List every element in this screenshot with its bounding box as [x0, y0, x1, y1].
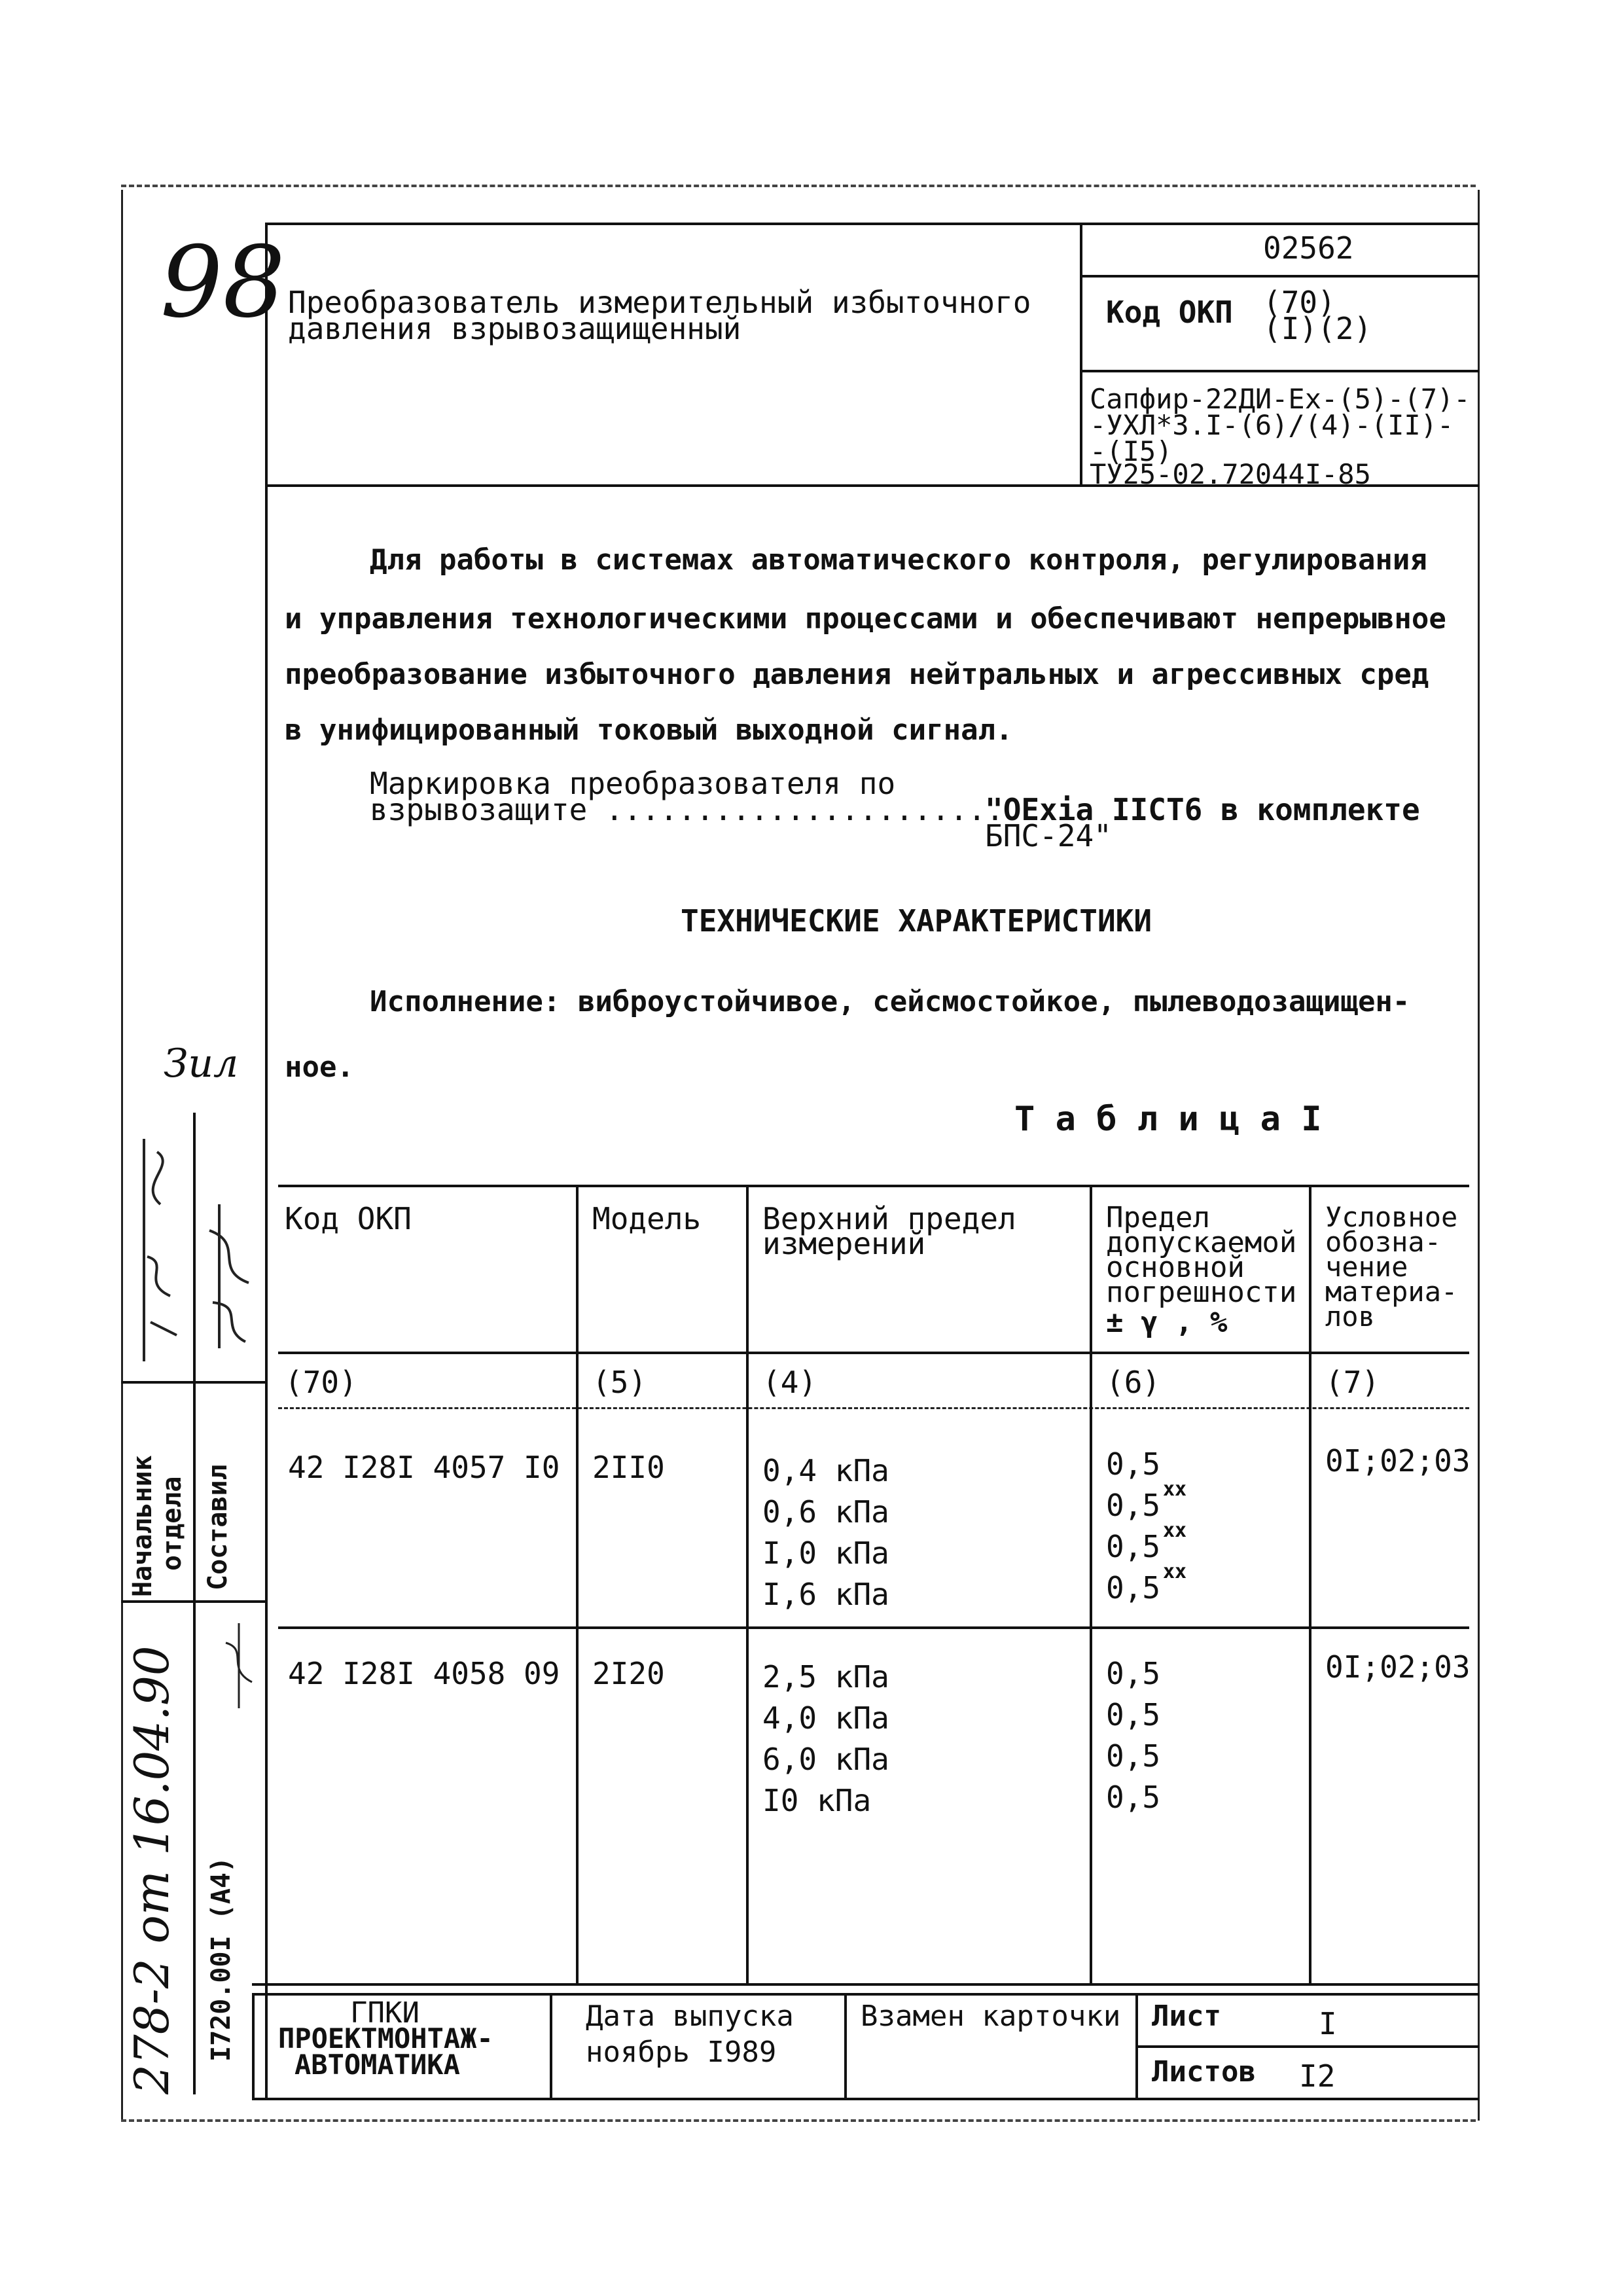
footer-col-line-2 [844, 1993, 847, 2098]
footer-issue-label: Дата выпуска [586, 2000, 794, 2033]
side-mark: Зил [164, 1041, 239, 1086]
title-line2: давления взрывозащищенный [288, 311, 741, 346]
row1-error-4-mark: xx [1163, 1560, 1187, 1583]
code-error: (6) [1106, 1365, 1161, 1400]
row1-error-4: 0,5 [1106, 1570, 1161, 1605]
row1-limit-3: I,0 кПа [762, 1535, 889, 1571]
th-upper-limit-2: измерений [762, 1226, 926, 1261]
row2-error-3: 0,5 [1106, 1738, 1161, 1774]
header-split-line [1080, 223, 1082, 484]
page-number: 98 [160, 226, 285, 340]
signature-3 [219, 1617, 259, 1715]
designation-line2: -УХЛ*3.I-(6)/(4)-(II)- [1090, 409, 1454, 441]
section-title: ТЕХНИЧЕСКИЕ ХАРАКТЕРИСТИКИ [681, 903, 1152, 939]
th-material-2: обозна- [1325, 1226, 1442, 1258]
footer-org-line2: ПРОЕКТМОНТАЖ- [278, 2022, 493, 2054]
designation-line1: Сапфир-22ДИ-Ех-(5)-(7)- [1090, 383, 1471, 415]
code-material: (7) [1325, 1365, 1380, 1400]
intro-line4: в унифицированный токовый выходной сигнал. [285, 713, 1013, 747]
designation-line4: ТУ25-02.72044I-85 [1090, 458, 1371, 490]
table-row-divider [278, 1626, 1469, 1629]
th-error-3: основной [1106, 1251, 1245, 1284]
table-col-line-1 [576, 1185, 579, 1983]
row1-limit-2: 0,6 кПа [762, 1494, 889, 1530]
row2-error-1: 0,5 [1106, 1656, 1161, 1691]
frame-top-dashed [121, 185, 1476, 187]
row1-error-3-mark: xx [1163, 1519, 1187, 1542]
row2-limit-2: 4,0 кПа [762, 1700, 889, 1736]
table-top-line [278, 1185, 1469, 1187]
row1-error-1: 0,5 [1106, 1446, 1161, 1482]
row1-error-2-mark: xx [1163, 1478, 1187, 1501]
table-col-line-2 [746, 1185, 749, 1983]
row1-model: 2II0 [592, 1450, 665, 1485]
th-error-4: погрешности [1106, 1276, 1297, 1309]
execution-line2: ное. [285, 1050, 354, 1084]
row2-okp-code: 42 I28I 4058 09 [288, 1656, 560, 1691]
row1-error-3: 0,5 [1106, 1529, 1161, 1564]
table-caption: Т а б л и ц а I [1014, 1100, 1322, 1139]
code-limit: (4) [762, 1365, 817, 1400]
table-header-line [278, 1352, 1469, 1354]
head-label-line2: отдела [157, 1476, 187, 1571]
marking-value-line2: БПС-24" [985, 818, 1112, 853]
compiled-label: Составил [203, 1464, 233, 1590]
footer-replaces-label: Взамен карточки [861, 2000, 1121, 2033]
th-upper-limit-1: Верхний предел [762, 1201, 1016, 1236]
th-material-1: Условное [1325, 1201, 1458, 1233]
intro-line1: Для работы в системах автоматического контроля, регулирования [370, 543, 1427, 577]
header-top-line [265, 223, 1479, 225]
table-col-line-3 [1090, 1185, 1092, 1983]
footer-sheet-line [1135, 2045, 1479, 2048]
marking-label-line1: Маркировка преобразователя по [370, 766, 896, 801]
execution-line1: Исполнение: виброустойчивое, сейсмостойкое, пылеводозащищен- [370, 985, 1410, 1018]
footer-sheet-label: Лист [1152, 2000, 1221, 2033]
th-okp-code: Код ОКП [285, 1201, 412, 1236]
table-bottom-line [252, 1983, 1479, 1986]
footer-left-line [252, 1993, 255, 2098]
footer-col-line-1 [550, 1993, 552, 2098]
row2-error-2: 0,5 [1106, 1697, 1161, 1732]
row1-materials: 0I;02;03 [1325, 1443, 1471, 1479]
marking-label-line2: взрывозащите ...................... [370, 792, 1005, 827]
th-material-5: лов [1325, 1300, 1375, 1333]
row2-materials: 0I;02;03 [1325, 1649, 1471, 1685]
row1-okp-code: 42 I28I 4057 I0 [288, 1450, 560, 1485]
okp-label: Код ОКП [1106, 295, 1233, 330]
marking-value-line1: "OExia IICT6 в комплекте [985, 792, 1420, 827]
footer-sheets-value: I2 [1299, 2058, 1336, 2094]
row2-model: 2I20 [592, 1656, 665, 1691]
intro-line2: и управления технологическими процессами и обеспечивают непрерывное [285, 602, 1446, 636]
row1-limit-1: 0,4 кПа [762, 1453, 889, 1488]
th-material-3: чение [1325, 1251, 1408, 1283]
th-material-4: материа- [1325, 1276, 1458, 1308]
doc-code: 02562 [1263, 230, 1354, 266]
th-model: Модель [592, 1201, 702, 1236]
row1-error-2: 0,5 [1106, 1488, 1161, 1523]
okp-code-bottom: (I)(2) [1263, 311, 1372, 346]
th-error-2: допускаемой [1106, 1226, 1297, 1259]
header-okp-line [1080, 370, 1479, 372]
header-left-line [265, 223, 268, 2098]
footer-top-line [252, 1993, 1479, 1996]
frame-bottom-dashed [121, 2119, 1476, 2122]
signature-2 [200, 1191, 259, 1361]
designation-line3: -(I5) [1090, 435, 1173, 467]
row2-limit-1: 2,5 кПа [762, 1659, 889, 1695]
table-col-line-4 [1309, 1185, 1311, 1983]
head-label-line1: Начальник [128, 1455, 158, 1597]
footer-org-line1: ГПКИ [350, 1996, 419, 2030]
intro-line3: преобразование избыточного давления нейтральных и агрессивных сред [285, 658, 1429, 691]
footer-bottom-line [252, 2098, 1479, 2100]
th-error-1: Предел [1106, 1201, 1210, 1234]
header-code-line [1080, 275, 1479, 278]
signature-1 [131, 1126, 190, 1374]
footer-org-line3: АВТОМАТИКА [294, 2049, 460, 2081]
row2-error-4: 0,5 [1106, 1780, 1161, 1815]
row2-limit-4: I0 кПа [762, 1783, 872, 1818]
footer-issue-value: ноябрь I989 [586, 2036, 777, 2069]
form-code: I720.00I (А4) [206, 1856, 236, 2062]
handwritten-note: 278-2 от 16.04.90 [124, 1645, 179, 2094]
title-line1: Преобразователь измерительный избыточного [288, 285, 1031, 320]
code-model: (5) [592, 1365, 647, 1400]
footer-sheets-label: Листов [1152, 2055, 1256, 2089]
sidebar-split-line [193, 1113, 196, 2094]
row1-limit-4: I,6 кПа [762, 1577, 889, 1612]
okp-code-top: (70) [1263, 285, 1336, 320]
row2-limit-3: 6,0 кПа [762, 1742, 889, 1777]
code-okp: (70) [285, 1365, 357, 1400]
table-code-line [278, 1407, 1469, 1409]
th-error-5: ± γ , % [1106, 1306, 1228, 1339]
footer-sheet-value: I [1319, 2006, 1337, 2041]
